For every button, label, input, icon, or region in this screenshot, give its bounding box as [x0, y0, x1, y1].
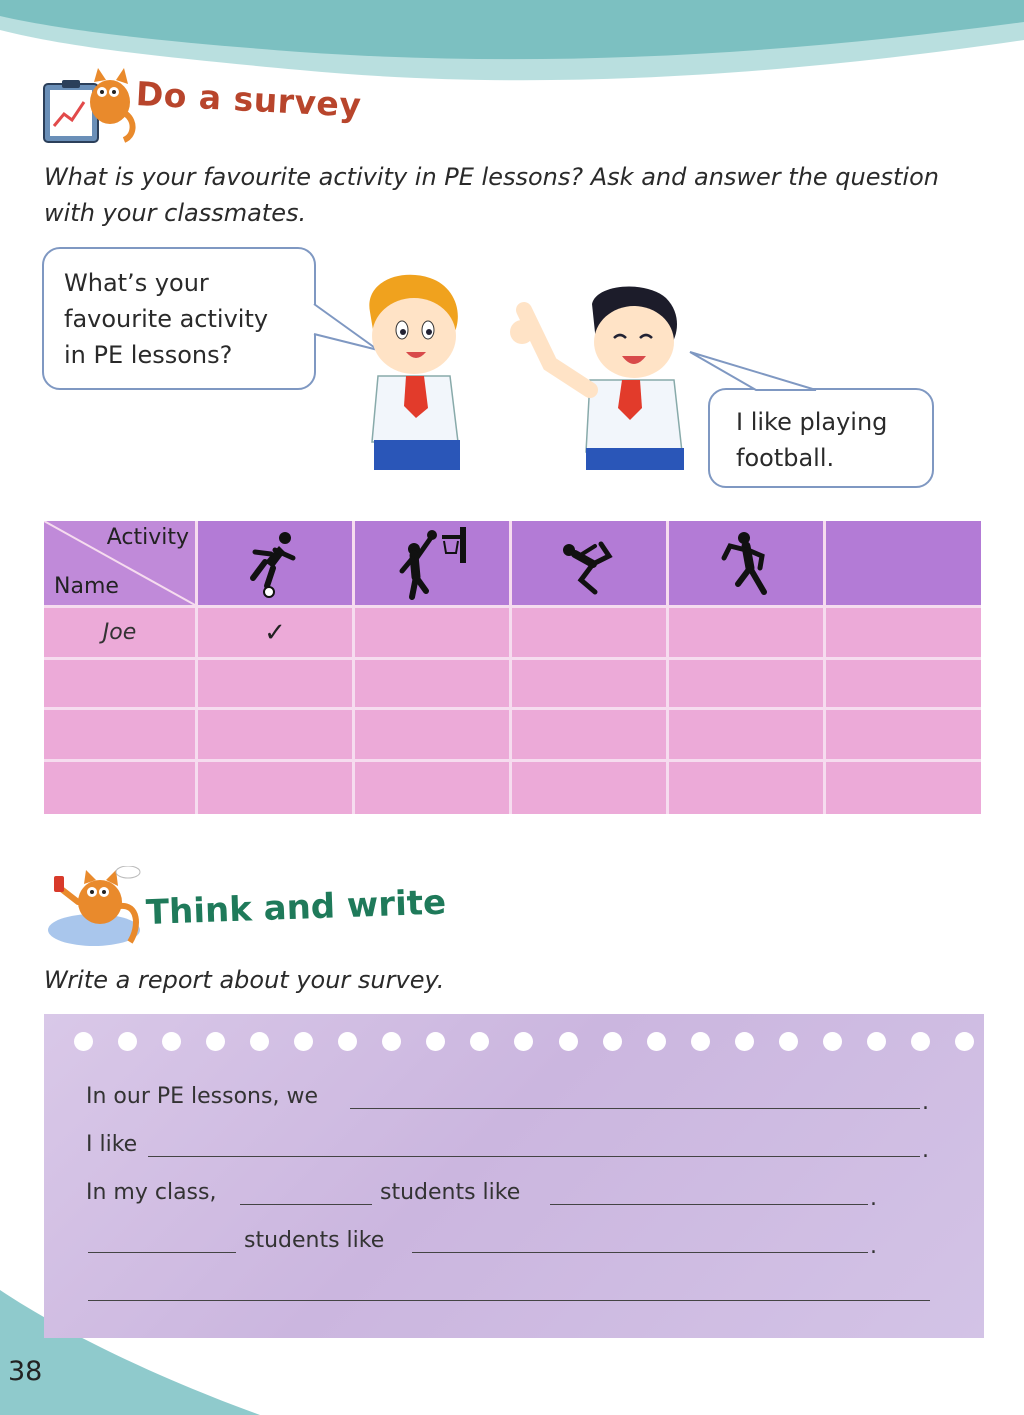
- table-cell-mark[interactable]: [826, 660, 981, 710]
- binder-hole: [735, 1032, 754, 1051]
- table-row-name[interactable]: [44, 660, 198, 710]
- table-cell-mark[interactable]: [512, 608, 669, 660]
- report-line2-prefix: I like: [86, 1132, 138, 1157]
- report-line1-period: .: [922, 1090, 929, 1115]
- report-line5-blank[interactable]: [88, 1300, 930, 1301]
- table-cell-mark[interactable]: [355, 608, 512, 660]
- binder-hole: [470, 1032, 489, 1051]
- running-icon: [718, 528, 774, 598]
- binder-hole: [911, 1032, 930, 1051]
- binder-hole: [514, 1032, 533, 1051]
- report-line3-period: .: [870, 1186, 877, 1211]
- report-line4-period: .: [870, 1234, 877, 1259]
- page-number: 38: [8, 1356, 43, 1387]
- report-line3-prefix: In my class,: [86, 1180, 217, 1205]
- binder-hole: [250, 1032, 269, 1051]
- table-row-name[interactable]: [44, 762, 198, 814]
- report-line1-prefix: In our PE lessons, we: [86, 1084, 318, 1109]
- table-cell-mark[interactable]: [669, 762, 826, 814]
- binder-hole: [779, 1032, 798, 1051]
- table-cell-mark[interactable]: [355, 660, 512, 710]
- report-line3-activity-blank[interactable]: [550, 1204, 868, 1205]
- boy-answering-illustration: [506, 280, 696, 472]
- speech-bubble-answer: I like playing football.: [708, 388, 934, 488]
- basketball-icon: [390, 525, 474, 601]
- table-cell-mark[interactable]: [198, 710, 355, 762]
- corner-name-label: Name: [54, 574, 119, 599]
- bubble-right-tail: [686, 348, 826, 394]
- table-row-name[interactable]: [44, 710, 198, 762]
- table-cell-mark[interactable]: [826, 710, 981, 762]
- header-basketball: [355, 521, 512, 608]
- binder-hole: [294, 1032, 313, 1051]
- table-cell-mark[interactable]: ✓: [198, 608, 355, 660]
- survey-instruction: What is your favourite activity in PE lessons? Ask and answer the question with your classmates.: [44, 163, 939, 227]
- long-jump-icon: [559, 530, 619, 596]
- survey-section-title: Do a survey: [134, 74, 363, 125]
- binder-hole: [955, 1032, 974, 1051]
- binder-hole: [647, 1032, 666, 1051]
- write-section-title: Think and write: [145, 882, 447, 933]
- table-cell-mark[interactable]: [512, 660, 669, 710]
- table-cell-mark[interactable]: [826, 762, 981, 814]
- binder-hole: [338, 1032, 357, 1051]
- binder-hole: [823, 1032, 842, 1051]
- header-long-jump: [512, 521, 669, 608]
- table-cell-mark[interactable]: [512, 710, 669, 762]
- table-cell-mark[interactable]: [198, 660, 355, 710]
- table-cell-mark[interactable]: [355, 762, 512, 814]
- binder-hole: [118, 1032, 137, 1051]
- report-line1-blank[interactable]: [350, 1108, 920, 1109]
- table-corner-header: [44, 521, 198, 608]
- table-cell-mark[interactable]: [669, 608, 826, 660]
- table-cell-mark[interactable]: [669, 660, 826, 710]
- binder-hole: [867, 1032, 886, 1051]
- survey-table: [44, 521, 981, 814]
- header-empty-activity: [826, 521, 981, 608]
- report-line4-count-blank[interactable]: [88, 1252, 236, 1253]
- binder-hole: [74, 1032, 93, 1051]
- report-line4-middle: students like: [244, 1228, 385, 1253]
- binder-hole: [206, 1032, 225, 1051]
- report-line3-middle: students like: [380, 1180, 521, 1205]
- football-icon: [245, 528, 305, 598]
- table-cell-mark[interactable]: [355, 710, 512, 762]
- header-football: [198, 521, 355, 608]
- binder-hole: [426, 1032, 445, 1051]
- cat-clipboard-icon: [40, 62, 138, 146]
- report-line2-blank[interactable]: [148, 1156, 920, 1157]
- table-row-name: Joe: [44, 608, 198, 660]
- table-cell-mark[interactable]: [198, 762, 355, 814]
- boy-asking-illustration: [350, 272, 474, 472]
- report-line2-period: .: [922, 1138, 929, 1163]
- report-line4-activity-blank[interactable]: [412, 1252, 868, 1253]
- cat-on-cloud-icon: [40, 866, 146, 950]
- notebook-holes: [74, 1032, 974, 1052]
- header-running: [669, 521, 826, 608]
- binder-hole: [603, 1032, 622, 1051]
- binder-hole: [162, 1032, 181, 1051]
- table-cell-mark[interactable]: [826, 608, 981, 660]
- report-line3-count-blank[interactable]: [240, 1204, 372, 1205]
- report-notebook: [44, 1014, 984, 1338]
- binder-hole: [691, 1032, 710, 1051]
- table-cell-mark[interactable]: [512, 762, 669, 814]
- write-instruction: Write a report about your survey.: [44, 966, 445, 994]
- binder-hole: [382, 1032, 401, 1051]
- corner-activity-label: Activity: [106, 525, 189, 550]
- speech-bubble-question: What’s your favourite activity in PE lessons?: [42, 247, 316, 390]
- table-cell-mark[interactable]: [669, 710, 826, 762]
- binder-hole: [559, 1032, 578, 1051]
